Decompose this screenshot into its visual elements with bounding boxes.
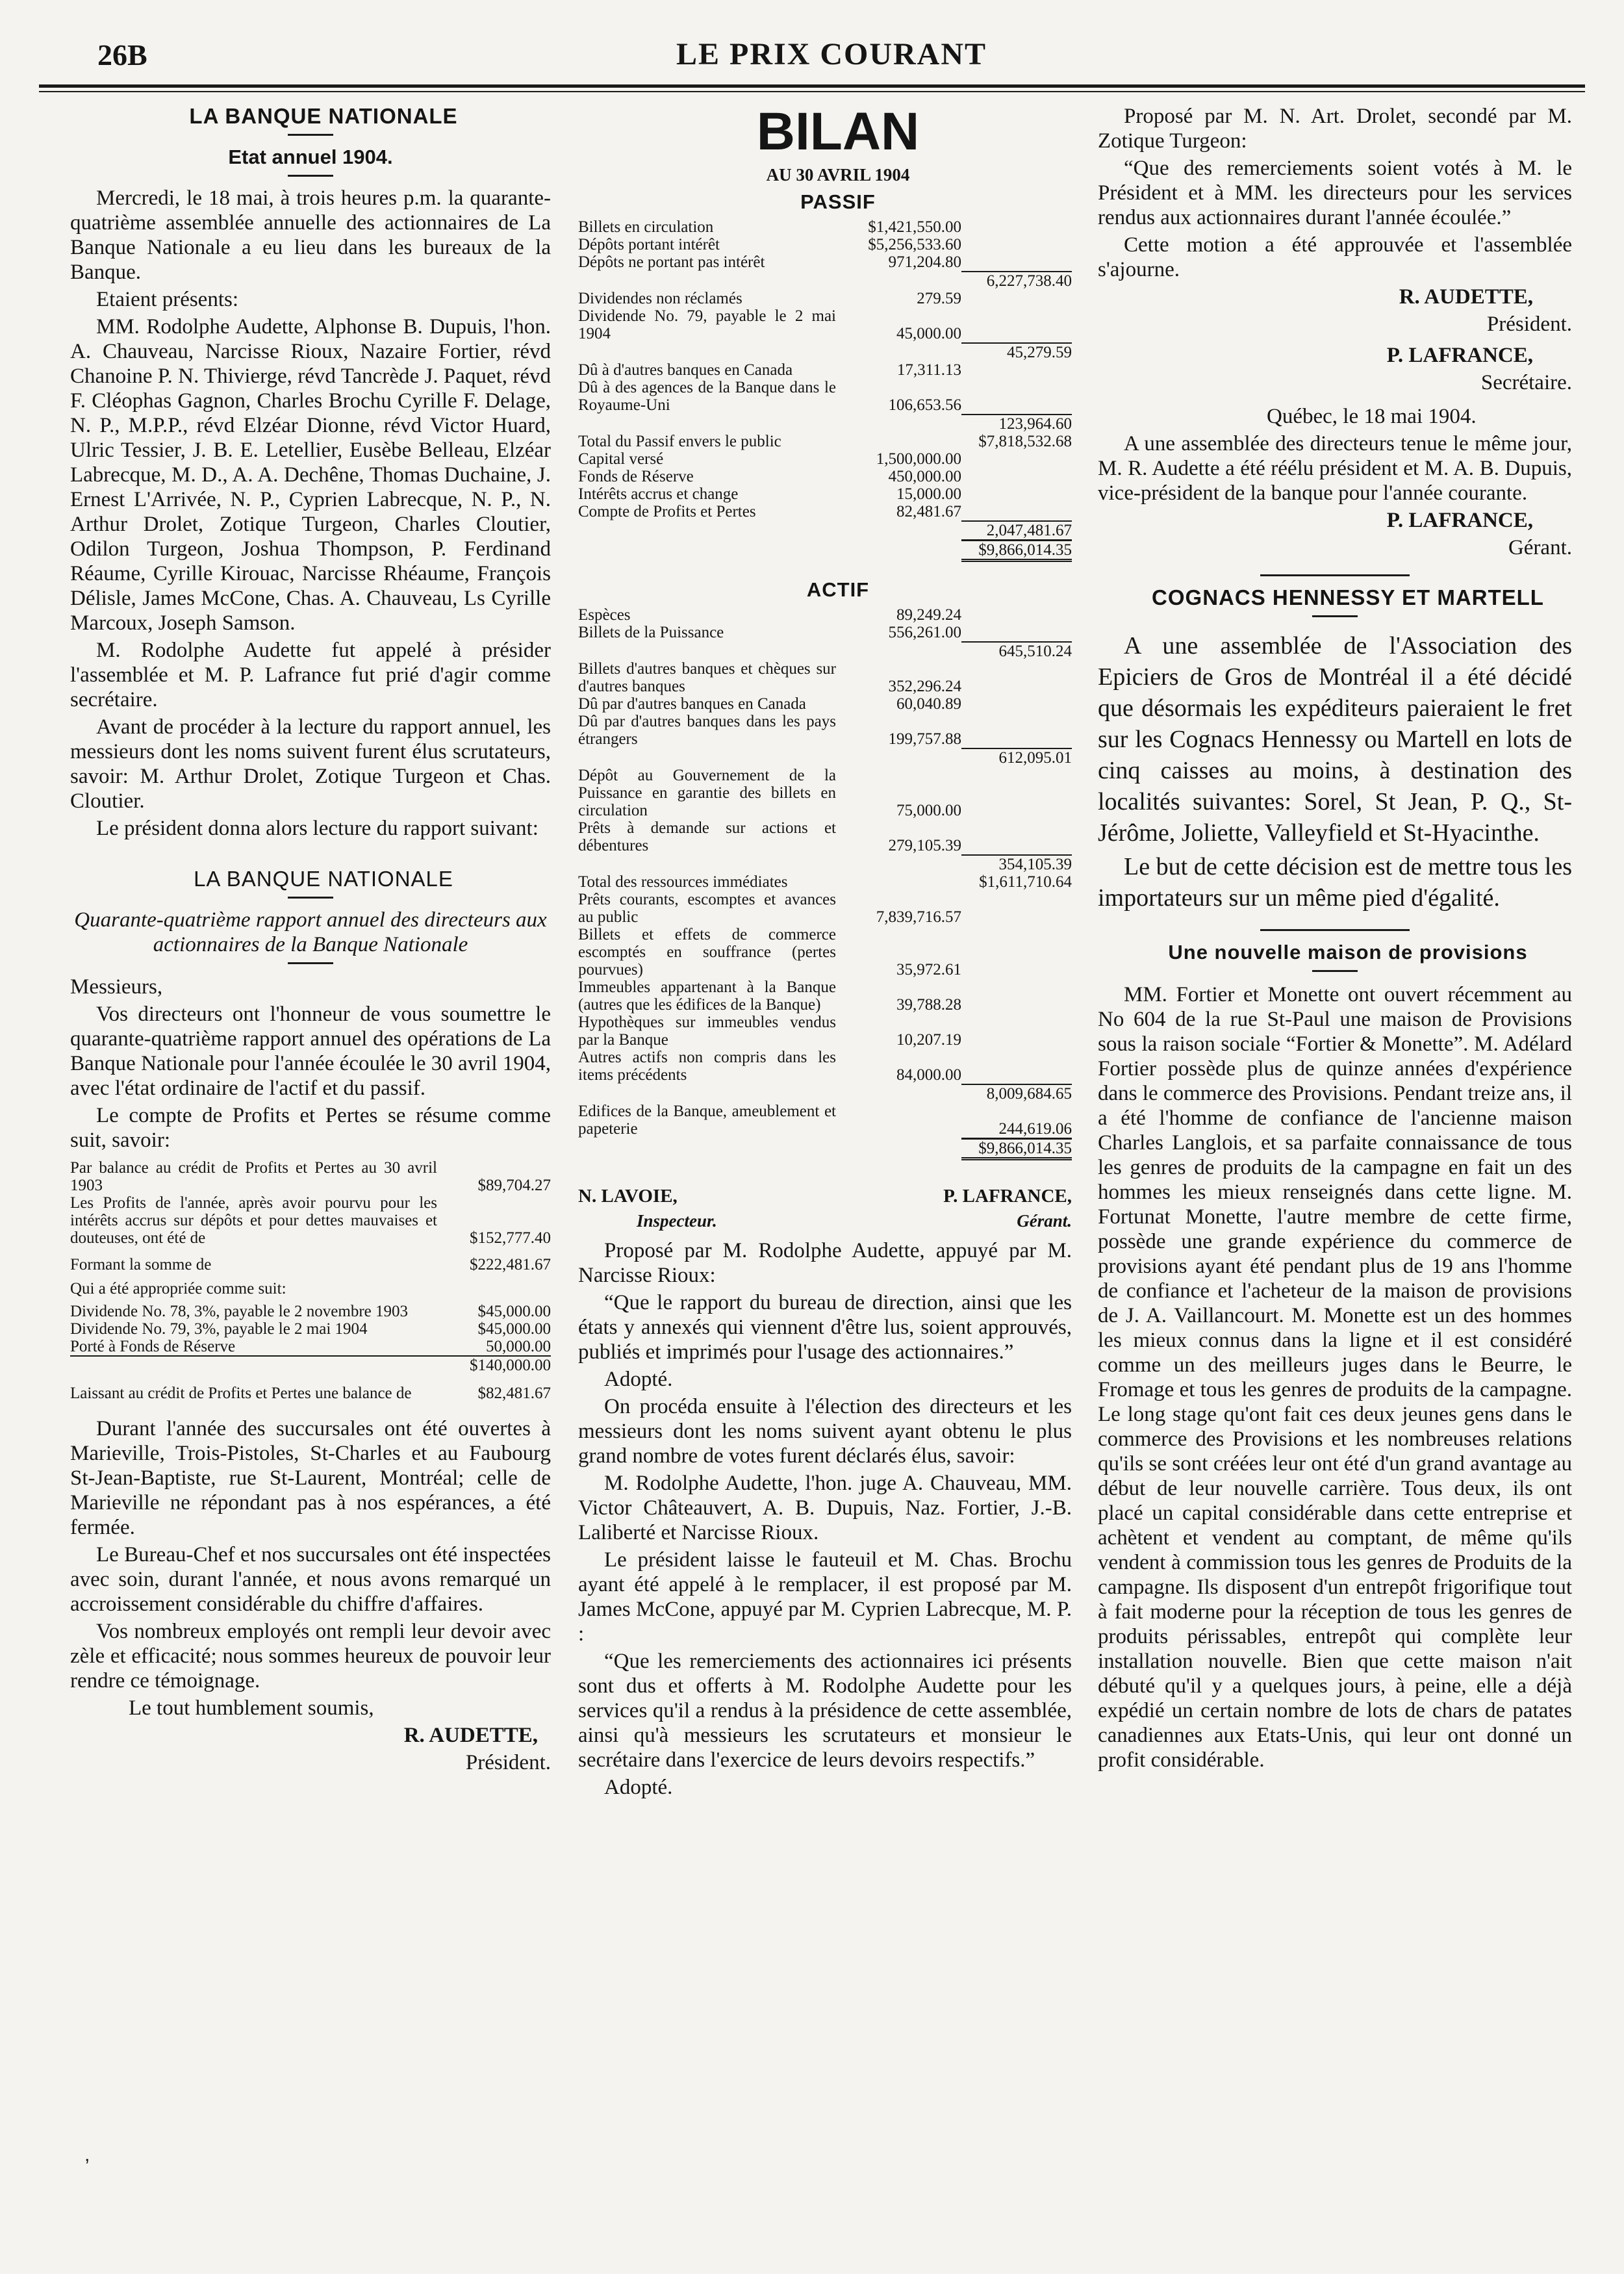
balance-row bbox=[578, 1103, 1072, 1138]
balance-row bbox=[578, 236, 1072, 253]
balance-row bbox=[578, 307, 1072, 342]
divider bbox=[1260, 574, 1410, 576]
paragraph: Le tout humblement soumis, bbox=[129, 1696, 374, 1720]
paragraph: Proposé par M. Rodolphe Audette, appuyé par M. Narcisse Rioux: bbox=[578, 1239, 1072, 1287]
column-right bbox=[1098, 104, 1572, 1775]
paragraph: M. Rodolphe Audette fut appelé à présider l'assemblée et M. P. Lafrance fut prié d'agir comme secrétaire. bbox=[70, 639, 551, 711]
balance-subtotal: 123,964.60 bbox=[961, 414, 1072, 433]
balance-row bbox=[578, 624, 1072, 641]
profit-row: Dividende No. 78, 3%, payable le 2 novembre 1903 $45,000.00 bbox=[70, 1303, 551, 1320]
balance-row bbox=[578, 253, 1072, 271]
balance-label: Dépôts portant intérêt bbox=[578, 236, 720, 253]
balance-amount: 199,757.88 bbox=[888, 730, 961, 748]
paragraph: Le compte de Profits et Pertes se résume comme suit, savoir: bbox=[70, 1104, 551, 1152]
balance-label: Billets d'autres banques et chèques sur d'autres banques bbox=[578, 660, 836, 695]
actif-total-row bbox=[578, 1138, 1072, 1160]
bilan-signatures bbox=[578, 1184, 1072, 1208]
balance-amount: $1,421,550.00 bbox=[868, 218, 961, 236]
profit-statement bbox=[70, 1159, 551, 1402]
signature-title: Gérant. bbox=[1508, 536, 1572, 559]
balance-amount: 352,296.24 bbox=[888, 678, 961, 695]
balance-row bbox=[578, 926, 1072, 978]
balance-row bbox=[578, 660, 1072, 695]
balance-row bbox=[578, 873, 1072, 891]
balance-amount: 10,207.19 bbox=[896, 1031, 961, 1049]
balance-label: Billets et effets de commerce escomptés en souffrance (pertes pourvues) bbox=[578, 926, 836, 978]
bilan-title: BILAN bbox=[756, 102, 920, 161]
dateline: Québec, le 18 mai 1904. bbox=[1267, 405, 1477, 428]
paragraph: M. Rodolphe Audette, l'hon. juge A. Chauveau, MM. Victor Châteauvert, A. B. Dupuis, Naz. Fortier, J.-B. Laliberté et Narcisse Rioux. bbox=[578, 1472, 1072, 1544]
balance-row bbox=[578, 767, 1072, 819]
bilan-signature-titles bbox=[578, 1208, 1072, 1233]
balance-label: Billets de la Puissance bbox=[578, 624, 724, 641]
balance-subtotal: 8,009,684.65 bbox=[961, 1084, 1072, 1103]
balance-label: Capital versé bbox=[578, 450, 664, 468]
manager-name: P. LAFRANCE, bbox=[943, 1186, 1072, 1207]
balance-row bbox=[578, 713, 1072, 748]
divider bbox=[1312, 970, 1358, 972]
paragraph: “Que le rapport du bureau de direction, ainsi que les états y annexés qui viennent d'être lus, soient approuvés, publiés et imprimés pour l'usage des actionnaires.” bbox=[578, 1291, 1072, 1364]
balance-row bbox=[578, 379, 1072, 414]
article-heading: COGNACS HENNESSY ET MARTELL bbox=[1152, 585, 1544, 609]
passif-heading: PASSIF bbox=[800, 190, 876, 213]
paragraph: Durant l'année des succursales ont été ouvertes à Marieville, Trois-Pistoles, St-Charles et au Faubourg St-Jean-Baptiste, rue St-Laurent, Montréal; celle de Marieville ne répondant pas à nos espérances, a été fermée. bbox=[70, 1417, 551, 1539]
balance-label: Dépôts ne portant pas intérêt bbox=[578, 253, 765, 271]
paragraph: Le président donna alors lecture du rapport suivant: bbox=[96, 817, 539, 840]
balance-label: Dû à des agences de la Banque dans le Royaume-Uni bbox=[578, 379, 836, 414]
balance-row bbox=[578, 1014, 1072, 1049]
paragraph: Etaient présents: bbox=[96, 288, 239, 311]
balance-amount: 971,204.80 bbox=[888, 253, 961, 271]
actif-heading: ACTIF bbox=[806, 578, 870, 601]
profit-row: Laissant au crédit de Profits et Pertes une balance de $82,481.67 bbox=[70, 1385, 551, 1402]
profit-row: Formant la somme de $222,481.67 bbox=[70, 1256, 551, 1273]
balance-label: Immeubles appartenant à la Banque (autres que les édifices de la Banque) bbox=[578, 978, 836, 1014]
balance-amount: 89,249.24 bbox=[896, 606, 961, 624]
balance-subtotal: 612,095.01 bbox=[961, 748, 1072, 767]
balance-subtotal: 45,279.59 bbox=[961, 342, 1072, 361]
balance-label: Billets en circulation bbox=[578, 218, 714, 236]
balance-label: Fonds de Réserve bbox=[578, 468, 694, 485]
balance-row bbox=[578, 854, 1072, 873]
balance-label: Total des ressources immédiates bbox=[578, 873, 788, 891]
divider bbox=[288, 962, 333, 964]
header-rule bbox=[39, 84, 1585, 88]
paragraph: MM. Fortier et Monette ont ouvert récemment au No 604 de la rue St-Paul une maison de Provisions sous la raison sociale “Fortier & Monette”. M. Adélard Fortier possède plus de quinze années d'expérience dans le commerce des Provisions. Pendant treize ans, il a été l'homme de confiance de l'ancienne maison Charles Langlois, et sa parfaite connaissance de tous les genres de produits de la campagne en fait un des hommes les mieux renseignés dans cette ligne. M. Fortunat Monette, l'autre membre de cette firme, possède une grande expérience du commerce de provisions ayant été pendant plus de 19 ans l'homme de confiance et l'acheteur de la maison de provisions de J. A. Vaillancourt. M. Monette est un des hommes les mieux connus dans la ligne et il est considéré comme un des meilleurs juges dans le Beurre, le Fromage et tous les genres de produits de la campagne. Le long stage qu'ont fait ces deux jeunes gens dans le commerce des Provisions et les nombreuses relations qu'ils se sont créées leur ont été d'un grand avantage au début de leur nouvelle carrière. Tous deux, ils ont placé un capital considérable dans cette entreprise et achètent et vendent au comptant, de même qu'ils vendent à commission tous les genres de Produits de la campagne. Ils disposent d'un entrepôt frigorifique tout à fait moderne pour la réception de tous les genres de produits périssables, entrepôt qui complète leur installation nouvelle. Bien que cette maison n'ait débuté qu'il y a quelques jours, à peine, elle a déjà expédié un certain nombre de lots de chars de patates canadiennes aux Etats-Unis, qui leur ont donné un profit considérable. bbox=[1098, 983, 1572, 1772]
balance-row bbox=[578, 606, 1072, 624]
balance-row bbox=[578, 503, 1072, 520]
balance-row bbox=[578, 641, 1072, 660]
balance-label: Espèces bbox=[578, 606, 631, 624]
paragraph: Proposé par M. N. Art. Drolet, secondé par M. Zotique Turgeon: bbox=[1098, 105, 1572, 153]
column-center bbox=[578, 104, 1072, 1802]
paragraph: Le Bureau-Chef et nos succursales ont été inspectées avec soin, durant l'année, et nous avons remarqué un accroissement considérable du chiffre d'affaires. bbox=[70, 1543, 551, 1616]
balance-label: Dividende No. 79, payable le 2 mai 1904 bbox=[578, 307, 836, 342]
manager-title: Gérant. bbox=[1017, 1211, 1072, 1231]
paragraph: MM. Rodolphe Audette, Alphonse B. Dupuis, l'hon. A. Chauveau, Narcisse Rioux, Nazaire Fortier, révd Chanoine P. N. Thivierge, révd Tancrède J. Paquet, révd F. Cléophas Gagnon, Charles Brochu Cyrille F. Delage, N. P., M.P.P., révd Elzéar Dionne, révd Victor Huard, Ulric Tessier, J. B. E. Letellier, Eusèbe Belleau, Elzéar Labrecque, M. D., A. A. Dechêne, Thomas Duchaine, J. Ernest L'Arrivée, N. P., Cyprien Labrecque, N. P., N. Arthur Drolet, Zotique Turgeon, Charles Cloutier, Odilon Turgeon, Joshua Thompson, P. Ferdinand Réaume, Cyrille Kirouac, Narcisse Rhéaume, François Délisle, James McCone, Chas. A. Chauveau, Ls Cyrille Marcoux, Joseph Samson. bbox=[70, 315, 551, 635]
divider bbox=[1260, 929, 1410, 931]
profit-row: Par balance au crédit de Profits et Pertes au 30 avril 1903 $89,704.27 bbox=[70, 1159, 551, 1194]
balance-label: Compte de Profits et Pertes bbox=[578, 503, 756, 520]
balance-row bbox=[578, 271, 1072, 290]
balance-label: Autres actifs non compris dans les items précédents bbox=[578, 1049, 836, 1084]
balance-label: Intérêts accrus et change bbox=[578, 485, 739, 503]
signature-title: Secrétaire. bbox=[1480, 371, 1572, 394]
balance-row bbox=[578, 361, 1072, 379]
paragraph: Le président laisse le fauteuil et M. Chas. Brochu ayant été appelé à le remplacer, il est proposé par M. James McCone, appuyé par M. Cyprien Labrecque, M. P. : bbox=[578, 1548, 1072, 1646]
paragraph: A une assemblée des directeurs tenue le même jour, M. R. Audette a été réélu président et M. A. B. Dupuis, vice-président de la banque pour l'année courante. bbox=[1098, 432, 1572, 505]
balance-label: Dû par d'autres banques en Canada bbox=[578, 695, 806, 713]
balance-row bbox=[578, 450, 1072, 468]
balance-amount: 84,000.00 bbox=[896, 1066, 961, 1084]
passif-total: $9,866,014.35 bbox=[961, 539, 1072, 562]
balance-row bbox=[578, 218, 1072, 236]
balance-subtotal: 6,227,738.40 bbox=[961, 271, 1072, 290]
balance-subtotal: 354,105.39 bbox=[961, 854, 1072, 873]
balance-label: Dividendes non réclamés bbox=[578, 290, 742, 307]
balance-label: Dépôt au Gouvernement de la Puissance en garantie des billets en circulation bbox=[578, 767, 836, 819]
signature-title: Président. bbox=[465, 1751, 551, 1774]
balance-row bbox=[578, 891, 1072, 926]
paragraph: Vos nombreux employés ont rempli leur devoir avec zèle et efficacité; nous sommes heureux de pouvoir leur rendre ce témoignage. bbox=[70, 1620, 551, 1693]
balance-amount: 7,839,716.57 bbox=[876, 908, 961, 926]
divider bbox=[288, 134, 333, 136]
paragraph: A une assemblée de l'Association des Epiciers de Gros de Montréal il a été décidé que désormais les expéditeurs paieraient le fret sur les Cognacs Hennessy ou Martell en lots de cinq caisses au moins, à destination des localités suivantes: Sorel, St Jean, P. Q., St-Jérôme, Joliette, Valleyfield et St-Hyacinthe. bbox=[1098, 632, 1572, 847]
balance-label: Dû par d'autres banques dans les pays étrangers bbox=[578, 713, 836, 748]
balance-amount: 39,788.28 bbox=[896, 996, 961, 1014]
profit-row: $140,000.00 bbox=[70, 1355, 551, 1374]
balance-amount: 556,261.00 bbox=[888, 624, 961, 641]
divider bbox=[288, 897, 333, 899]
passif-total-row bbox=[578, 539, 1072, 562]
balance-label: Prêts courants, escomptes et avances au public bbox=[578, 891, 836, 926]
balance-row bbox=[578, 414, 1072, 433]
balance-subtotal: 645,510.24 bbox=[961, 641, 1072, 660]
balance-amount: 15,000.00 bbox=[896, 485, 961, 503]
balance-subtotal: 244,619.06 bbox=[998, 1120, 1072, 1138]
balance-amount: 60,040.89 bbox=[896, 695, 961, 713]
inspector-title: Inspecteur. bbox=[637, 1211, 717, 1231]
balance-amount: 82,481.67 bbox=[896, 503, 961, 520]
paragraph: Avant de procéder à la lecture du rapport annuel, les messieurs dont les noms suivent furent élus scrutateurs, savoir: M. Arthur Drolet, Zotique Turgeon et Chas. Cloutier. bbox=[70, 715, 551, 813]
divider bbox=[288, 175, 333, 177]
balance-row bbox=[578, 342, 1072, 361]
balance-amount: 45,000.00 bbox=[896, 325, 961, 342]
balance-amount: 17,311.13 bbox=[896, 361, 961, 379]
signature-name: R. AUDETTE, bbox=[1399, 285, 1533, 309]
article-subheading: Etat annuel 1904. bbox=[228, 146, 393, 168]
balance-amount: 1,500,000.00 bbox=[876, 450, 961, 468]
paragraph: “Que des remerciements soient votés à M. le Président et à MM. les directeurs pour les services rendus aux actionnaires durant l'année écoulée.” bbox=[1098, 157, 1572, 229]
balance-amount: 279.59 bbox=[917, 290, 961, 307]
profit-row: Les Profits de l'année, après avoir pourvu pour les intérêts accrus sur dépôts et pour dettes mauvaises et douteuses, ont été de $152,777.40 bbox=[70, 1194, 551, 1247]
inspector-name: N. LAVOIE, bbox=[578, 1186, 678, 1207]
paragraph: On procéda ensuite à l'élection des directeurs et les messieurs dont les noms suivent ayant obtenu le plus grand nombre de votes furent déclarés élus, savoir: bbox=[578, 1395, 1072, 1468]
paragraph: Cette motion a été approuvée et l'assemblée s'ajourne. bbox=[1098, 233, 1572, 281]
actif-table bbox=[578, 606, 1072, 1138]
balance-row bbox=[578, 748, 1072, 767]
signature-name: P. LAFRANCE, bbox=[1386, 344, 1533, 367]
profit-row: Qui a été appropriée comme suit: bbox=[70, 1280, 286, 1297]
signature-name: P. LAFRANCE, bbox=[1386, 509, 1533, 532]
balance-label: Prêts à demande sur actions et débentures bbox=[578, 819, 836, 854]
balance-amount: 75,000.00 bbox=[896, 802, 961, 819]
balance-amount: $5,256,533.60 bbox=[868, 236, 961, 253]
balance-row bbox=[578, 433, 1072, 450]
margin-mark: , bbox=[84, 2144, 90, 2165]
profit-row: Porté à Fonds de Réserve 50,000.00 bbox=[70, 1338, 551, 1355]
balance-row bbox=[578, 819, 1072, 854]
report-title: Quarante-quatrième rapport annuel des directeurs aux actionnaires de la Banque Nationale bbox=[74, 908, 547, 956]
balance-row bbox=[578, 290, 1072, 307]
bilan-date: AU 30 AVRIL 1904 bbox=[766, 165, 910, 185]
balance-row bbox=[578, 978, 1072, 1014]
balance-row bbox=[578, 1084, 1072, 1103]
balance-label: Total du Passif envers le public bbox=[578, 433, 781, 450]
article-heading: Une nouvelle maison de provisions bbox=[1168, 941, 1528, 964]
salutation: Messieurs, bbox=[70, 975, 163, 999]
balance-subtotal: $7,818,532.68 bbox=[978, 433, 1072, 450]
journal-title: LE PRIX COURANT bbox=[676, 37, 987, 71]
paragraph: Adopté. bbox=[604, 1368, 673, 1391]
divider bbox=[1312, 615, 1358, 617]
passif-table bbox=[578, 218, 1072, 539]
paragraph: “Que les remerciements des actionnaires ici présents sont dus et offerts à M. Rodolphe Audette pour les services qu'il a rendus à la présidence de cette assemblée, ainsi qu'à messieurs les scrutateurs et monsieur le secrétaire dans l'exercice de leurs devoirs respectifs.” bbox=[578, 1650, 1072, 1772]
signature-name: R. AUDETTE, bbox=[403, 1724, 538, 1747]
balance-label: Dû à d'autres banques en Canada bbox=[578, 361, 793, 379]
actif-total: $9,866,014.35 bbox=[961, 1138, 1072, 1160]
balance-subtotal: $1,611,710.64 bbox=[979, 873, 1072, 891]
article-heading: LA BANQUE NATIONALE bbox=[189, 104, 458, 128]
balance-row bbox=[578, 1049, 1072, 1084]
balance-amount: 35,972.61 bbox=[896, 961, 961, 978]
paragraph: Adopté. bbox=[604, 1776, 673, 1799]
paragraph: Le but de cette décision est de mettre tous les importateurs sur un même pied d'égalité. bbox=[1098, 853, 1572, 912]
column-left bbox=[70, 104, 551, 1778]
balance-row bbox=[578, 468, 1072, 485]
balance-subtotal: 2,047,481.67 bbox=[961, 520, 1072, 539]
report-heading: LA BANQUE NATIONALE bbox=[194, 867, 453, 891]
balance-row bbox=[578, 695, 1072, 713]
header-rule-thin bbox=[39, 91, 1585, 92]
balance-amount: 450,000.00 bbox=[888, 468, 961, 485]
signature-title: Président. bbox=[1486, 313, 1572, 336]
balance-amount: 106,653.56 bbox=[888, 396, 961, 414]
paragraph: Mercredi, le 18 mai, à trois heures p.m. la quarante-quatrième assemblée annuelle des actionnaires de La Banque Nationale a eu lieu dans les bureaux de la Banque. bbox=[70, 186, 551, 284]
page-number: 26B bbox=[97, 38, 147, 71]
balance-label: Hypothèques sur immeubles vendus par la Banque bbox=[578, 1014, 836, 1049]
balance-row bbox=[578, 485, 1072, 503]
balance-amount: 279,105.39 bbox=[888, 837, 961, 854]
balance-row bbox=[578, 520, 1072, 539]
paragraph: Vos directeurs ont l'honneur de vous soumettre le quarante-quatrième rapport annuel des opérations de La Banque Nationale pour l'année écoulée le 30 avril 1904, avec l'état ordinaire de l'actif et du passif. bbox=[70, 1003, 551, 1100]
profit-row: Dividende No. 79, 3%, payable le 2 mai 1904 $45,000.00 bbox=[70, 1320, 551, 1338]
balance-label: Edifices de la Banque, ameublement et papeterie bbox=[578, 1103, 836, 1138]
